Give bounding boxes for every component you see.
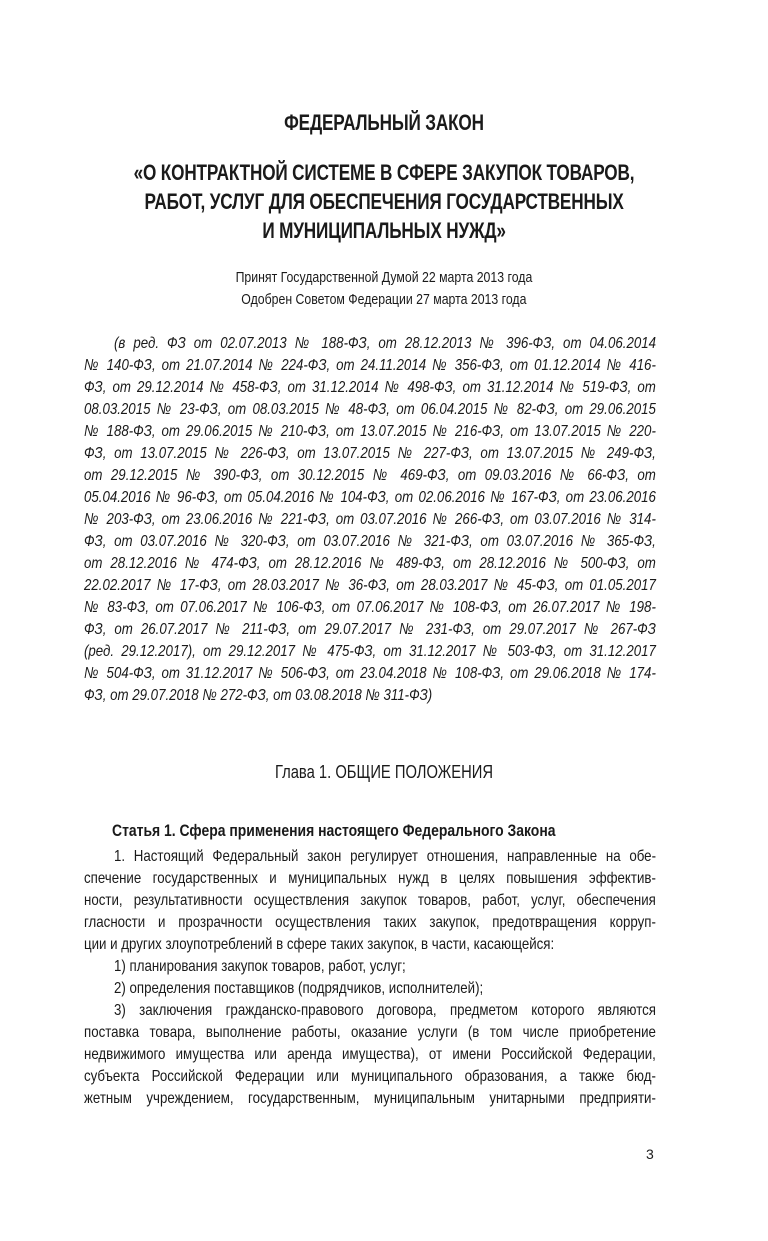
article-title: Статья 1. Сфера применения настоящего Федерального Закона (112, 821, 556, 840)
body-line: поставка товара, выполнение работы, оказание услуги (в том числе приобретение (84, 1024, 656, 1041)
body-line: недвижимого имущества или аренда имущества), от имени Российской Федерации, (84, 1046, 656, 1063)
chapter-heading: Глава 1. ОБЩИЕ ПОЛОЖЕНИЯ (274, 762, 494, 782)
editions-line: (в ред. ФЗ от 02.07.2013 № 188-ФЗ, от 28.12.2013 № 396-ФЗ, от 04.06.2014 (114, 335, 656, 352)
law-heading: ФЕДЕРАЛЬНЫЙ ЗАКОН (284, 110, 484, 135)
editions-line: № 140-ФЗ, от 21.07.2014 № 224-ФЗ, от 24.11.2014 № 356-ФЗ, от 01.12.2014 № 416- (84, 357, 656, 374)
editions-line: 08.03.2015 № 23-ФЗ, от 08.03.2015 № 48-ФЗ, от 06.04.2015 № 82-ФЗ, от 29.06.2015 (84, 401, 656, 418)
law-title-line-2: РАБОТ, УСЛУГ ДЛЯ ОБЕСПЕЧЕНИЯ ГОСУДАРСТВЕННЫХ (144, 189, 624, 214)
editions-line: № 504-ФЗ, от 31.12.2017 № 506-ФЗ, от 23.04.2018 № 108-ФЗ, от 29.06.2018 № 174- (84, 665, 656, 682)
editions-line: ФЗ, от 26.07.2017 № 211-ФЗ, от 29.07.2017 № 231-ФЗ, от 29.07.2017 № 267-ФЗ (84, 621, 656, 638)
law-title-line-1: «О КОНТРАКТНОЙ СИСТЕМЕ В СФЕРЕ ЗАКУПОК ТОВАРОВ, (133, 160, 635, 185)
adoption-federation-council: Одобрен Советом Федерации 27 марта 2013 года (241, 291, 527, 308)
adoption-duma: Принят Государственной Думой 22 марта 2013 года (235, 269, 533, 286)
editions-line: 22.02.2017 № 17-ФЗ, от 28.03.2017 № 36-ФЗ, от 28.03.2017 № 45-ФЗ, от 01.05.2017 (84, 577, 656, 594)
list-item: 1) планирования закупок товаров, работ, услуг; (114, 958, 406, 975)
law-title-line-3: И МУНИЦИПАЛЬНЫХ НУЖД» (262, 218, 506, 243)
editions-line: № 83-ФЗ, от 07.06.2017 № 106-ФЗ, от 07.06.2017 № 108-ФЗ, от 26.07.2017 № 198- (84, 599, 656, 616)
body-line: спечение государственных и муниципальных нужд в целях повышения эффектив- (84, 870, 656, 887)
editions-line: от 29.12.2015 № 390-ФЗ, от 30.12.2015 № 469-ФЗ, от 09.03.2016 № 66-ФЗ, от (84, 467, 656, 484)
list-item: 3) заключения гражданско-правового договора, предметом которого являются (114, 1002, 656, 1019)
body-line: гласности и прозрачности осуществления таких закупок, предотвращения корруп- (84, 914, 656, 931)
body-line: субъекта Российской Федерации или муниципального образования, а также бюд- (84, 1068, 656, 1085)
editions-line: ФЗ, от 03.07.2016 № 320-ФЗ, от 03.07.2016 № 321-ФЗ, от 03.07.2016 № 365-ФЗ, (84, 533, 656, 550)
editions-line: ФЗ, от 29.07.2018 № 272-ФЗ, от 03.08.2018 № 311-ФЗ) (84, 687, 433, 704)
editions-line: от 28.12.2016 № 474-ФЗ, от 28.12.2016 № 489-ФЗ, от 28.12.2016 № 500-ФЗ, от (84, 555, 656, 572)
editions-line: 05.04.2016 № 96-ФЗ, от 05.04.2016 № 104-ФЗ, от 02.06.2016 № 167-ФЗ, от 23.06.2016 (84, 489, 656, 506)
page-number: 3 (646, 1146, 654, 1162)
body-line: 1. Настоящий Федеральный закон регулирует отношения, направленные на обе- (114, 848, 656, 865)
list-item: 2) определения поставщиков (подрядчиков, исполнителей); (114, 980, 484, 997)
editions-line: ФЗ, от 29.12.2014 № 458-ФЗ, от 31.12.2014 № 498-ФЗ, от 31.12.2014 № 519-ФЗ, от (84, 379, 656, 396)
body-line: жетным учреждением, государственным, муниципальным унитарными предприяти- (84, 1090, 656, 1107)
editions-line: № 203-ФЗ, от 23.06.2016 № 221-ФЗ, от 03.07.2016 № 266-ФЗ, от 03.07.2016 № 314- (84, 511, 656, 528)
editions-line: № 188-ФЗ, от 29.06.2015 № 210-ФЗ, от 13.07.2015 № 216-ФЗ, от 13.07.2015 № 220- (84, 423, 656, 440)
editions-line: (ред. 29.12.2017), от 29.12.2017 № 475-ФЗ, от 31.12.2017 № 503-ФЗ, от 31.12.2017 (84, 643, 656, 660)
editions-line: ФЗ, от 13.07.2015 № 226-ФЗ, от 13.07.2015 № 227-ФЗ, от 13.07.2015 № 249-ФЗ, (84, 445, 656, 462)
body-line: ции и других злоупотреблений в сфере таких закупок, в части, касающейся: (84, 936, 555, 953)
body-line: ности, результативности осуществления закупок товаров, работ, услуг, обеспечения (84, 892, 656, 909)
